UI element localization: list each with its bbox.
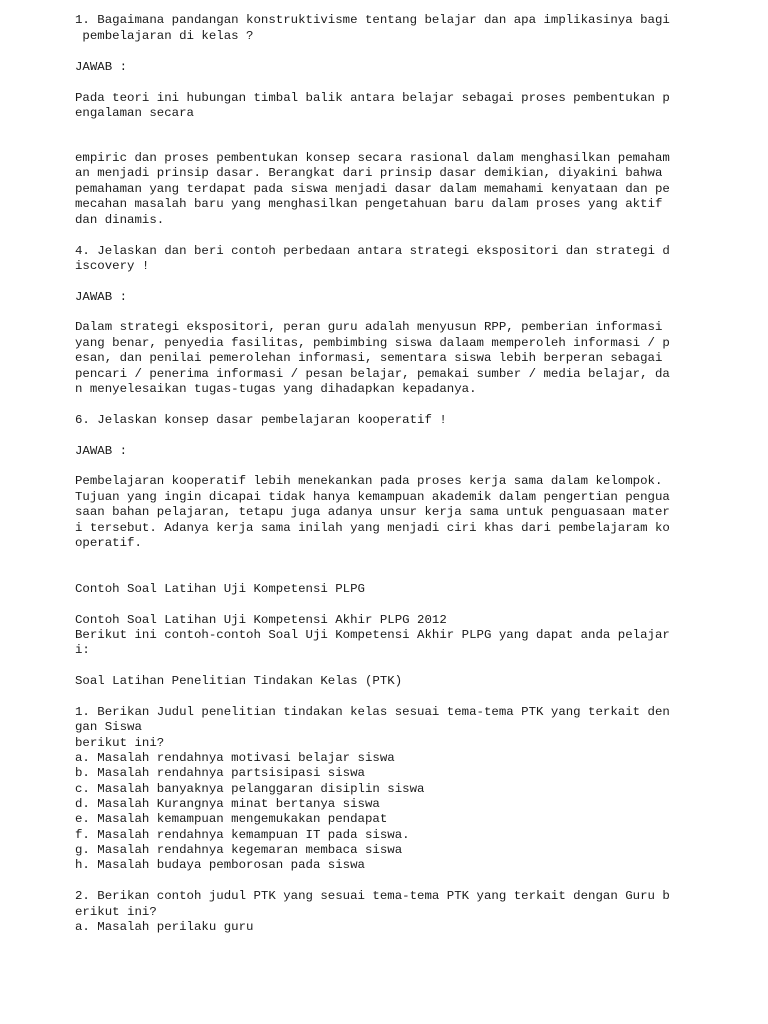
text-line: pemahaman yang terdapat pada siswa menjadi dasar dalam memahami kenyataan dan pe (75, 182, 670, 196)
text-line: 1. Berikan Judul penelitian tindakan kelas sesuai tema-tema PTK yang terkait den (75, 705, 670, 719)
text-line: Contoh Soal Latihan Uji Kompetensi Akhir PLPG 2012 (75, 613, 447, 627)
text-line: empiric dan proses pembentukan konsep secara rasional dalam menghasilkan pemaham (75, 151, 670, 165)
text-line: e. Masalah kemampuan mengemukakan pendapat (75, 812, 388, 826)
text-line: gan Siswa (75, 720, 142, 734)
text-line: Soal Latihan Penelitian Tindakan Kelas (PTK) (75, 674, 403, 688)
text-line: 4. Jelaskan dan beri contoh perbedaan antara strategi ekspositori dan strategi d (75, 244, 670, 258)
text-line: Pada teori ini hubungan timbal balik antara belajar sebagai proses pembentukan p (75, 91, 670, 105)
text-line: mecahan masalah baru yang menghasilkan pengetahuan baru dalam proses yang aktif (75, 197, 663, 211)
text-line: g. Masalah rendahnya kegemaran membaca siswa (75, 843, 403, 857)
text-line: a. Masalah rendahnya motivasi belajar siswa (75, 751, 395, 765)
text-line: engalaman secara (75, 106, 194, 120)
text-line: pencari / penerima informasi / pesan belajar, pemakai sumber / media belajar, da (75, 367, 670, 381)
text-line: b. Masalah rendahnya partsisipasi siswa (75, 766, 365, 780)
text-line: saan bahan pelajaran, tetapu juga adanya unsur kerja sama untuk penguasaan mater (75, 505, 670, 519)
text-line: JAWAB : (75, 60, 128, 74)
text-line: Contoh Soal Latihan Uji Kompetensi PLPG (75, 582, 365, 596)
text-line: iscovery ! (75, 259, 150, 273)
text-line: JAWAB : (75, 290, 128, 304)
text-line: berikut ini? (75, 736, 165, 750)
text-line: f. Masalah rendahnya kemampuan IT pada siswa. (75, 828, 410, 842)
text-line: d. Masalah Kurangnya minat bertanya siswa (75, 797, 380, 811)
text-line: 2. Berikan contoh judul PTK yang sesuai tema-tema PTK yang terkait dengan Guru b (75, 889, 670, 903)
text-line: n menyelesaikan tugas-tugas yang dihadapkan kepadanya. (75, 382, 477, 396)
text-line: a. Masalah perilaku guru (75, 920, 254, 934)
text-line: c. Masalah banyaknya pelanggaran disiplin siswa (75, 782, 425, 796)
text-line: esan, dan penilai pemerolehan informasi, sementara siswa lebih berperan sebagai (75, 351, 663, 365)
text-line: operatif. (75, 536, 142, 550)
text-line: pembelajaran di kelas ? (75, 29, 254, 43)
text-line: h. Masalah budaya pemborosan pada siswa (75, 858, 365, 872)
text-line: JAWAB : (75, 444, 128, 458)
text-line: erikut ini? (75, 905, 157, 919)
text-line: yang benar, penyedia fasilitas, pembimbing siswa dalaam memperoleh informasi / p (75, 336, 670, 350)
text-line: 6. Jelaskan konsep dasar pembelajaran kooperatif ! (75, 413, 447, 427)
text-line: i tersebut. Adanya kerja sama inilah yang menjadi ciri khas dari pembelajaram ko (75, 521, 670, 535)
text-line: Tujuan yang ingin dicapai tidak hanya kemampuan akademik dalam pengertian pengua (75, 490, 670, 504)
text-line: an menjadi prinsip dasar. Berangkat dari prinsip dasar demikian, diyakini bahwa (75, 166, 663, 180)
text-line: Dalam strategi ekspositori, peran guru adalah menyusun RPP, pemberian informasi (75, 320, 663, 334)
text-line: Berikut ini contoh-contoh Soal Uji Kompetensi Akhir PLPG yang dapat anda pelajar (75, 628, 670, 642)
text-line: 1. Bagaimana pandangan konstruktivisme tentang belajar dan apa implikasinya bagi (75, 13, 670, 27)
text-line: dan dinamis. (75, 213, 165, 227)
text-line: Pembelajaran kooperatif lebih menekankan pada proses kerja sama dalam kelompok. (75, 474, 663, 488)
text-line: i: (75, 643, 90, 657)
